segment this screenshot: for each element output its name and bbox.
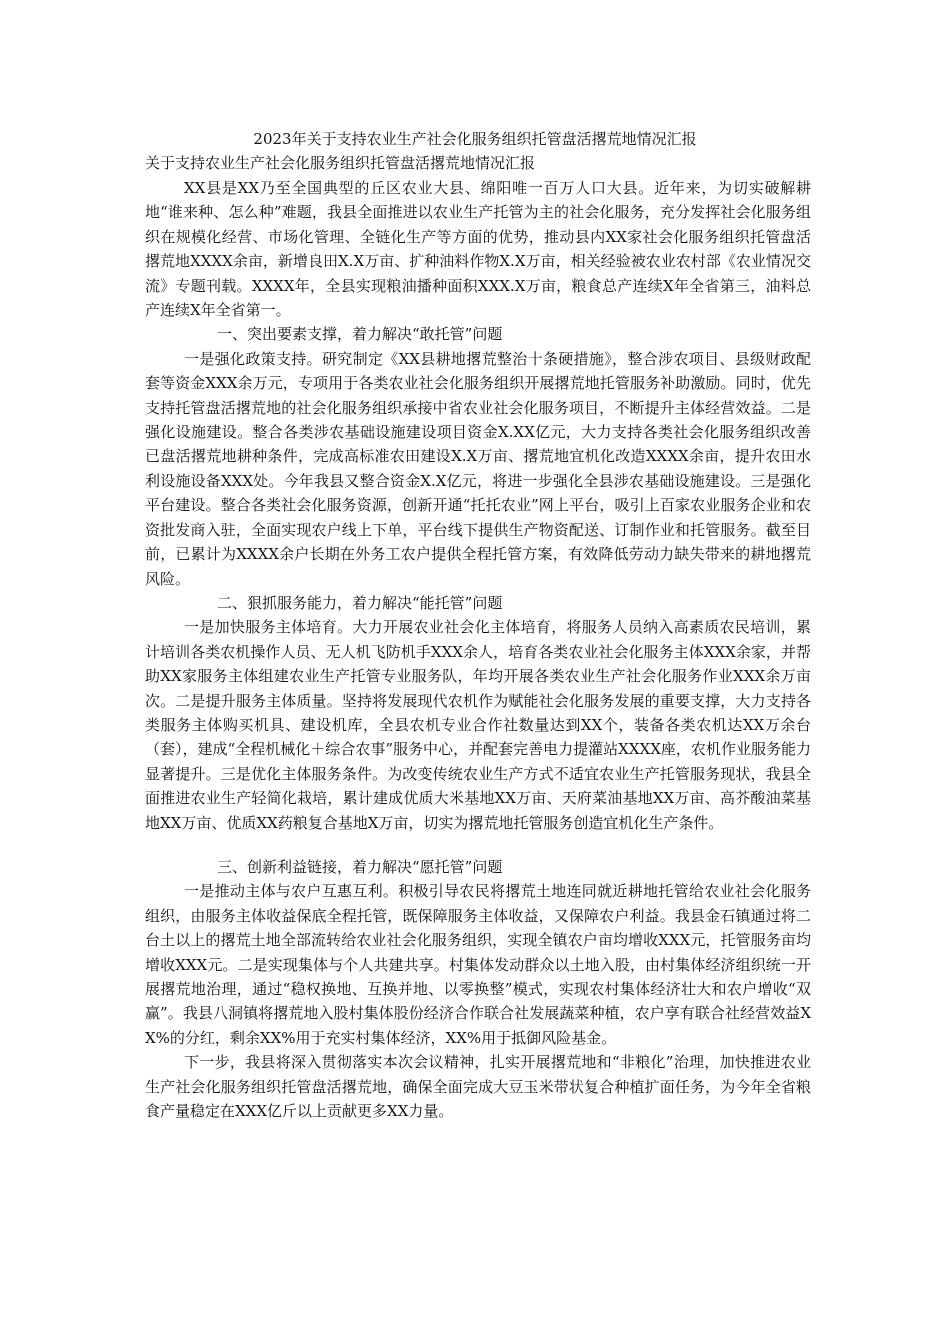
- document-title: 2023年关于支持农业生产社会化服务组织托管盘活撂荒地情况汇报: [253, 130, 697, 148]
- section-paragraph-2: 一是加快服务主体培育。大力开展农业社会化主体培育，将服务人员纳入高素质农民培训，累计培训各类农机操作人员、无人机飞防机手XXX余人，培育各类农业社会化服务主体XXX余家，并帮助XX家服务主体组建农业生产托管专业服务队，年均开展各类农业生产社会化服务作业XXX余万亩次。二是提升服务主体质量。坚持将发展现代农机作为赋能社会化服务发展的重要支撑，大力支持各类服务主体购买机具、建设机库，全县农机专业合作社数量达到XX个，装备各类农机达XX万余台（套），建成“全程机械化＋综合农事”服务中心，并配套完善电力提灌站XXXX座，农机作业服务能力显著提升。三是优化主体服务条件。为改变传统农业生产方式不适宜农业生产托管服务现状，我县全面推进农业生产轻简化栽培，累计建成优质大米基地XX万亩、天府菜油基地XX万亩、高芥酸油菜基地XX万亩、优质XX药粮复合基地X万亩，切实为撂荒地托管服务创造宜机化生产条件。: [145, 618, 811, 832]
- closing-paragraph: 下一步，我县将深入贯彻落实本次会议精神，扎实开展撂荒地和“非粮化”治理，加快推进农业生产社会化服务组织托管盘活撂荒地，确保全面完成大豆玉米带状复合种植扩面任务，为今年全省粮食产量稳定在XXX亿斤以上贡献更多XX力量。: [145, 1053, 811, 1121]
- section-paragraph-1: 一是强化政策支持。研究制定《XX县耕地撂荒整治十条硬措施》，整合涉农项目、县级财政配套等资金XXX余万元，专项用于各类农业社会化服务组织开展撂荒地托管服务补助激励。同时，优先支持托管盘活撂荒地的社会化服务组织承接中省农业社会化服务项目，不断提升主体经营效益。二是强化设施建设。整合各类涉农基础设施建设项目资金X.XX亿元，大力支持各类社会化服务组织改善已盘活撂荒地耕种条件，完成高标准农田建设X.X万亩、撂荒地宜机化改造XXXX余亩，提升农田水利设施设备XXX处。今年我县又整合资金X.X亿元，将进一步强化全县涉农基础设施建设。三是强化平台建设。整合各类社会化服务资源，创新开通“托托农业”网上平台，吸引上百家农业服务企业和农资批发商入驻，全面实现农户线上下单，平台线下提供生产物资配送、订制作业和托管服务。截至目前，已累计为XXXX余户长期在外务工农户提供全程托管方案，有效降低劳动力缺失带来的耕地撂荒风险。: [145, 349, 811, 588]
- section-heading-1: 一、突出要素支撑，着力解决“敢托管”问题: [217, 325, 503, 344]
- section-paragraph-3: 一是推动主体与农户互惠互利。积极引导农民将撂荒土地连同就近耕地托管给农业社会化服务组织，由服务主体收益保底全程托管，既保障服务主体收益，又保障农户利益。我县金石镇通过将二台土以上的撂荒土地全部流转给农业社会化服务组织，实现全镇农户亩均增收XXX元，托管服务亩均增收XXX元。二是实现集体与个人共建共享。村集体发动群众以土地入股，由村集体经济组织统一开展撂荒地治理，通过“稳权换地、互换并地、以零换整”模式，实现农村集体经济壮大和农户增收“双赢”。我县八洞镇将撂荒地入股村集体股份经济合作联合社发展蔬菜种植，农户享有联合社经营效益XX%的分红，剩余XX%用于充实村集体经济，XX%用于抵御风险基金。: [145, 882, 811, 1047]
- document-subtitle: 关于支持农业生产社会化服务组织托管盘活撂荒地情况汇报: [145, 154, 536, 172]
- document-body: [145, 176, 811, 1123]
- intro-paragraph: XX县是XX乃至全国典型的丘区农业大县、绵阳唯一百万人口大县。近年来，为切实破解耕地“谁来种、怎么种”难题，我县全面推进以农业生产托管为主的社会化服务，充分发挥社会化服务组织在规模化经营、市场化管理、全链化生产等方面的优势，推动县内XX家社会化服务组织托管盘活撂荒地XXXX余亩，新增良田X.X万亩、扩种油料作物X.X万亩，相关经验被农业农村部《农业情况交流》专题刊载。XXXX年，全县实现粮油播种面积XXX.X万亩，粮食总产连续X年全省第三，油料总产连续X年全省第一。: [145, 179, 812, 320]
- section-heading-2: 二、狠抓服务能力，着力解决“能托管”问题: [217, 593, 503, 612]
- section-heading-3: 三、创新利益链接，着力解决“愿托管”问题: [217, 857, 503, 876]
